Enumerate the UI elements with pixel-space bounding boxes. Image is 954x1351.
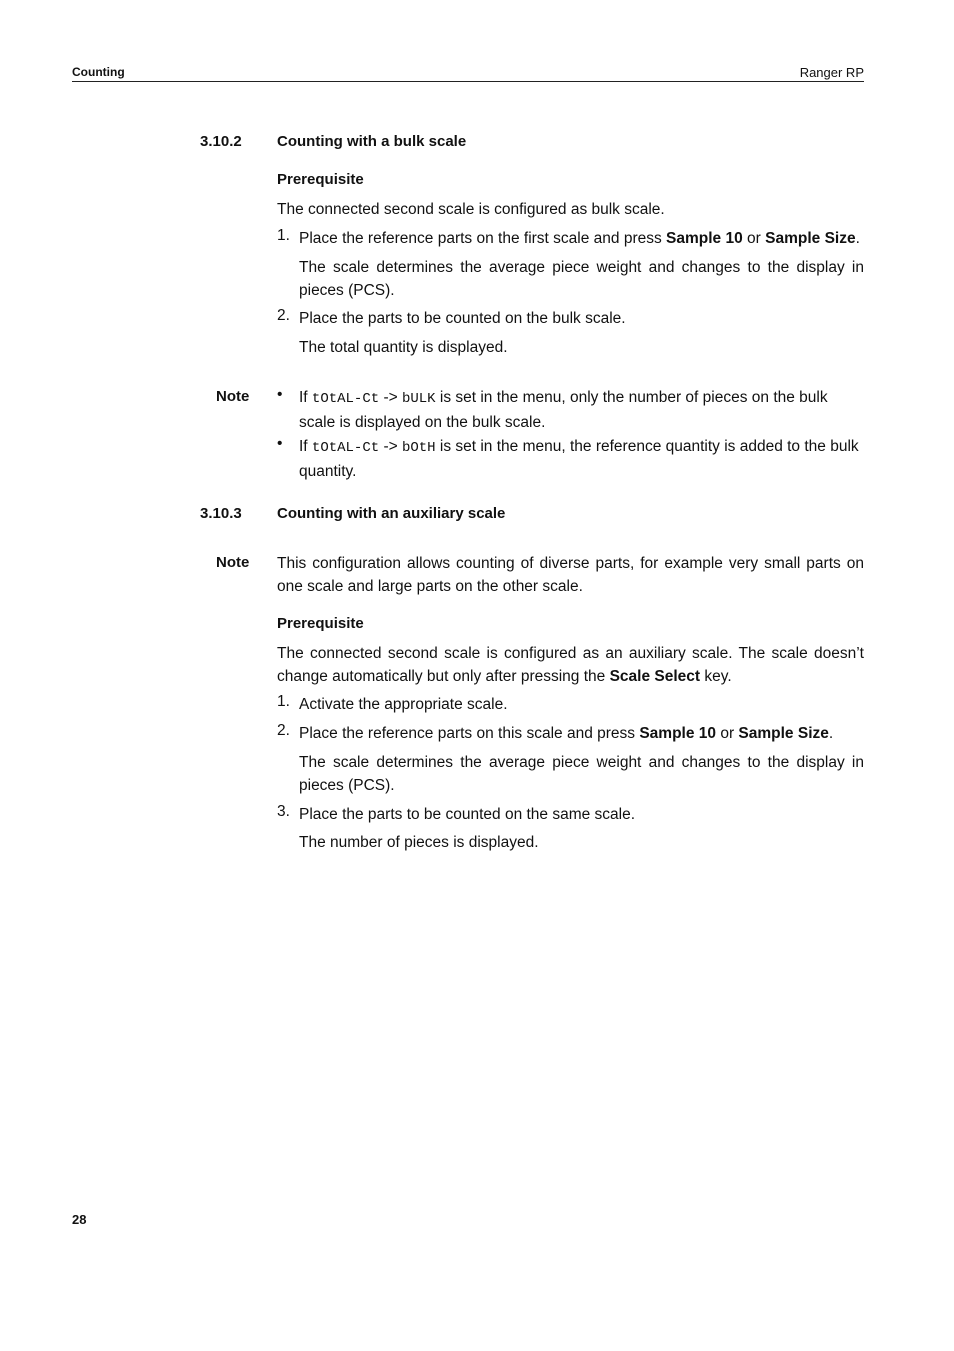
section-title: Counting with a bulk scale [277, 133, 467, 150]
step-number: 2. [277, 307, 290, 324]
step-text: Activate the appropriate scale. [299, 696, 508, 713]
header-section-title: Counting [72, 65, 125, 79]
note-text: This configuration allows counting of diverse parts, for example very small parts on one scale and large parts on the other scale. [277, 555, 864, 595]
bullet-icon: • [277, 386, 283, 403]
step-result: The scale determines the average piece weight and changes to the display in pieces (PCS). [299, 259, 864, 299]
step-result: The number of pieces is displayed. [299, 834, 539, 851]
menu-code: tOtAL-Ct [311, 391, 380, 407]
key-sample-size: Sample Size [765, 230, 856, 247]
step-text: Place the parts to be counted on the same scale. [299, 806, 636, 823]
prerequisite-heading: Prerequisite [277, 171, 364, 188]
step-result: The total quantity is displayed. [299, 339, 508, 356]
step-text: Place the reference parts on this scale and press Sample 10 or Sample Size. [299, 725, 834, 742]
page-header [72, 63, 864, 82]
key-sample-size: Sample Size [738, 725, 829, 742]
key-sample-10: Sample 10 [639, 725, 717, 742]
section-title: Counting with an auxiliary scale [277, 505, 506, 522]
bullet-icon: • [277, 435, 283, 452]
prerequisite-text: The connected second scale is configured as bulk scale. [277, 201, 665, 218]
page-number: 28 [72, 1212, 87, 1227]
menu-code: bOtH [401, 440, 436, 456]
menu-code: tOtAL-Ct [311, 440, 380, 456]
note-bullet-text: If tOtAL-Ct -> bULK is set in the menu, only the number of pieces on the bulk scale is displayed on the bulk scale. [299, 389, 828, 431]
menu-code: bULK [401, 391, 436, 407]
note-label: Note [216, 554, 250, 571]
note-label: Note [216, 388, 250, 405]
step-number: 3. [277, 803, 290, 820]
prerequisite-heading: Prerequisite [277, 615, 364, 632]
step-text: Place the reference parts on the first scale and press Sample 10 or Sample Size. [299, 230, 860, 247]
prerequisite-text: The connected second scale is configured as an auxiliary scale. The scale doesn’t change automatically but only after pressing the Scale Select key. [277, 645, 864, 685]
section-number: 3.10.3 [200, 505, 242, 522]
key-sample-10: Sample 10 [666, 230, 743, 247]
step-result: The scale determines the average piece weight and changes to the display in pieces (PCS). [299, 754, 864, 794]
step-number: 2. [277, 722, 290, 739]
note-bullet-text: If tOtAL-Ct -> bOtH is set in the menu, the reference quantity is added to the bulk quantity. [299, 438, 859, 480]
step-text: Place the parts to be counted on the bulk scale. [299, 310, 626, 327]
step-number: 1. [277, 693, 290, 710]
header-product-name: Ranger RP [799, 65, 864, 80]
step-number: 1. [277, 227, 290, 244]
key-scale-select: Scale Select [609, 668, 701, 685]
section-number: 3.10.2 [200, 133, 242, 150]
